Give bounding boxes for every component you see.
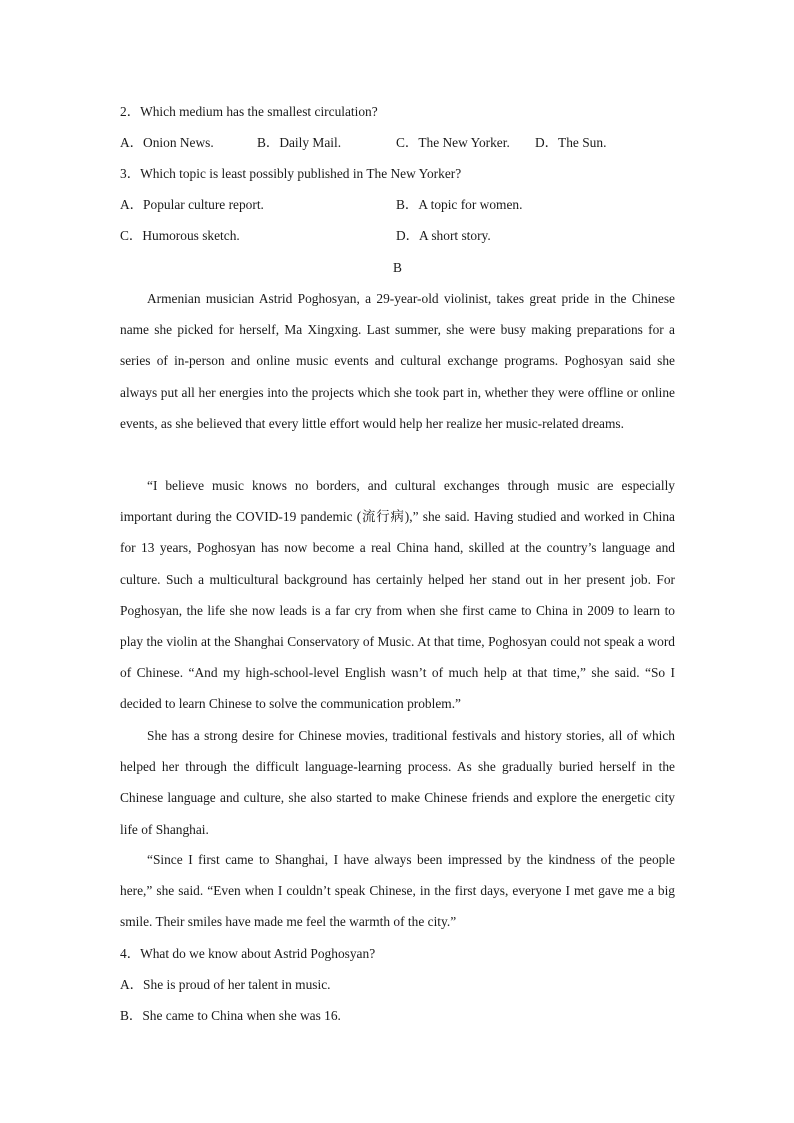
passage-paragraph-3: She has a strong desire for Chinese movies, traditional festivals and history stories, all of which helped her through the difficult language-learning process. As she gradually buried herself in the Chinese language and culture, she also started to make Chinese friends and explore the energetic city life of Shanghai. bbox=[120, 728, 675, 837]
question-4-option-a: A．She is proud of her talent in music. bbox=[120, 977, 331, 992]
question-2-option-c: C．The New Yorker. bbox=[396, 135, 510, 150]
question-4-option-b: B．She came to China when she was 16. bbox=[120, 1008, 341, 1023]
question-2-option-d: D．The Sun. bbox=[535, 135, 607, 150]
question-2-option-a: A．Onion News. bbox=[120, 135, 214, 150]
question-2-option-b: B．Daily Mail. bbox=[257, 135, 342, 150]
question-3-stem: 3．Which topic is least possibly published in The New Yorker? bbox=[120, 166, 462, 181]
question-3-option-b: B．A topic for women. bbox=[396, 197, 523, 212]
question-3-option-c: C．Humorous sketch. bbox=[120, 228, 240, 243]
passage-paragraph-1: Armenian musician Astrid Poghosyan, a 29-year-old violinist, takes great pride in the Chinese name she picked for herself, Ma Xingxing. Last summer, she were busy making preparations for a series of in-person and online music events and cultural exchange programs. Poghosyan said she always put all her energies into the projects which she took part in, whether they were offline or online events, as she believed that every little effort would help her realize her music-related dreams. bbox=[120, 291, 675, 431]
question-3-option-a: A．Popular culture report. bbox=[120, 197, 264, 212]
question-2-stem: 2．Which medium has the smallest circulation? bbox=[120, 104, 378, 119]
question-3-option-d: D．A short story. bbox=[396, 228, 491, 243]
section-heading: B bbox=[393, 260, 402, 275]
question-4-stem: 4．What do we know about Astrid Poghosyan? bbox=[120, 946, 376, 961]
passage-paragraph-4: “Since I first came to Shanghai, I have always been impressed by the kindness of the people here,” she said. “Even when I couldn’t speak Chinese, in the first days, everyone I met gave me a big smile. Their smiles have made me feel the warmth of the city.” bbox=[120, 852, 675, 930]
passage-paragraph-2: “I believe music knows no borders, and cultural exchanges through music are especially important during the COVID-19 pandemic (流行病),” she said. Having studied and worked in China for 13 years, Poghosyan has now become a real China hand, skilled at the country’s language and culture. Such a multicultural background has certainly helped her stand out in her present job. For Poghosyan, the life she now leads is a far cry from when she first came to China in 2009 to learn to play the violin at the Shanghai Conservatory of Music. At that time, Poghosyan could not speak a word of Chinese. “And my high-school-level English wasn’t of much help at that time,” she said. “So I decided to learn Chinese to solve the communication problem.” bbox=[120, 478, 675, 712]
